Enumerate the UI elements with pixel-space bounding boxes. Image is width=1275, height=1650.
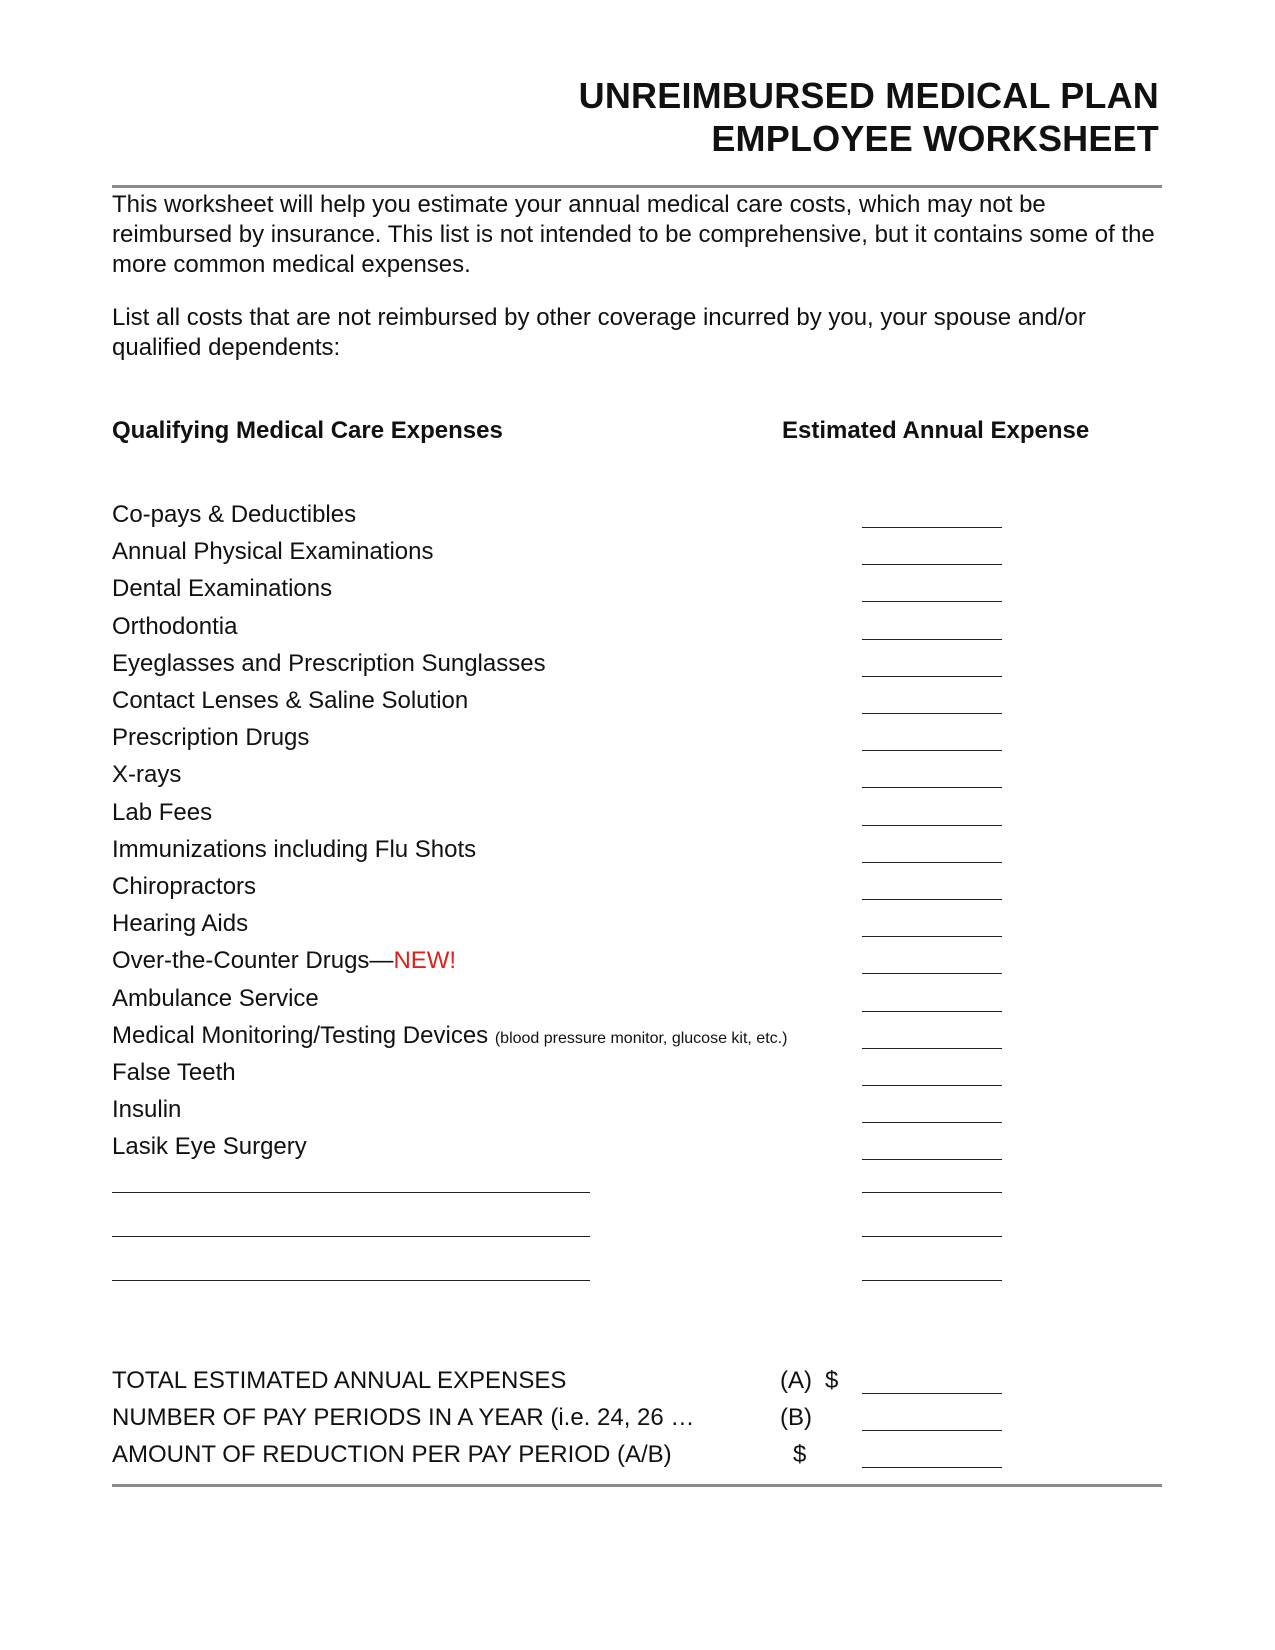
expense-row — [112, 984, 1012, 1021]
write-in-description-line[interactable] — [112, 1192, 590, 1193]
expense-label — [112, 574, 332, 604]
expense-amount-input-line[interactable] — [862, 973, 1002, 974]
pay-periods-input-line[interactable] — [862, 1430, 1002, 1431]
expense-label — [112, 909, 248, 939]
total-currency: $ — [825, 1367, 839, 1394]
expense-row — [112, 1095, 1012, 1132]
expense-label — [112, 1095, 181, 1125]
pay-periods-marker: (B) — [780, 1404, 812, 1431]
expense-name: Medical Monitoring/Testing Devices — [112, 1021, 489, 1049]
expense-row — [112, 686, 1012, 723]
expense-name: Immunizations including Flu Shots — [112, 835, 477, 863]
expense-name: Ambulance Service — [112, 984, 319, 1012]
expense-name: Over-the-Counter Drugs— — [112, 947, 394, 975]
expense-amount-input-line[interactable] — [862, 1011, 1002, 1012]
expense-note: (blood pressure monitor, glucose kit, etc.) — [494, 1029, 788, 1047]
expense-name: Lasik Eye Surgery — [112, 1133, 307, 1161]
intro-paragraph-1 — [112, 190, 1172, 280]
expense-row — [112, 537, 1012, 574]
expense-amount-input-line[interactable] — [862, 1122, 1002, 1123]
total-marker: (A) — [780, 1367, 812, 1394]
expense-amount-input-line[interactable] — [862, 750, 1002, 751]
expense-amount-input-line[interactable] — [862, 527, 1002, 528]
expense-row — [112, 798, 1012, 835]
expense-name: Dental Examinations — [112, 575, 333, 603]
expense-amount-input-line[interactable] — [862, 639, 1002, 640]
pay-periods-label: NUMBER OF PAY PERIODS IN A YEAR (i.e. 24, 26 … — [112, 1404, 695, 1431]
expense-amount-input-line[interactable] — [862, 601, 1002, 602]
expense-label — [112, 500, 356, 530]
expense-label — [112, 946, 456, 976]
expense-row — [112, 1021, 1012, 1058]
expense-row — [112, 723, 1012, 760]
expense-label — [112, 1021, 787, 1054]
title-line-1: UNREIMBURSED MEDICAL PLAN — [578, 75, 1159, 116]
expenses-column-header: Qualifying Medical Care Expenses — [112, 417, 503, 444]
expense-label — [112, 723, 309, 753]
expense-row — [112, 574, 1012, 611]
expense-row — [112, 909, 1012, 946]
expense-row — [112, 946, 1012, 983]
expense-row — [112, 835, 1012, 872]
intro-paragraph-2 — [112, 303, 1092, 363]
expense-label — [112, 872, 256, 902]
expense-label — [112, 1058, 236, 1088]
expense-name: False Teeth — [112, 1059, 236, 1086]
expense-label — [112, 798, 212, 828]
write-in-amount-line[interactable] — [862, 1192, 1002, 1193]
expense-name: Chiropractors — [112, 873, 257, 900]
reduction-label: AMOUNT OF REDUCTION PER PAY PERIOD (A/B) — [112, 1441, 672, 1468]
total-expenses-label: TOTAL ESTIMATED ANNUAL EXPENSES — [112, 1367, 567, 1394]
total-expenses-row — [112, 1366, 1012, 1403]
expense-name: Lab Fees — [112, 798, 213, 826]
expense-name: Contact Lenses & Saline Solution — [112, 687, 469, 714]
write-in-amount-line[interactable] — [862, 1280, 1002, 1281]
expense-label — [112, 984, 319, 1014]
expense-label — [112, 612, 237, 642]
expense-name: Eyeglasses and Prescription Sunglasses — [112, 649, 546, 677]
expense-row — [112, 1132, 1012, 1169]
expense-row — [112, 612, 1012, 649]
reduction-row — [112, 1440, 1012, 1477]
expense-label — [112, 1132, 307, 1162]
expense-amount-input-line[interactable] — [862, 862, 1002, 863]
expense-amount-input-line[interactable] — [862, 676, 1002, 677]
expense-row — [112, 1058, 1012, 1095]
bottom-divider — [112, 1484, 1162, 1487]
write-in-description-line[interactable] — [112, 1236, 590, 1237]
expense-amount-input-line[interactable] — [862, 1048, 1002, 1049]
expense-label — [112, 537, 434, 567]
expense-amount-input-line[interactable] — [862, 1085, 1002, 1086]
expense-label — [112, 649, 546, 679]
expense-amount-input-line[interactable] — [862, 1159, 1002, 1160]
write-in-amount-line[interactable] — [862, 1236, 1002, 1237]
total-expenses-input-line[interactable] — [862, 1393, 1002, 1394]
write-in-description-line[interactable] — [112, 1280, 590, 1281]
expense-label — [112, 835, 476, 865]
expense-name: Hearing Aids — [112, 910, 249, 938]
expense-row — [112, 500, 1012, 537]
expense-label — [112, 760, 181, 790]
expense-row — [112, 872, 1012, 909]
expense-amount-input-line[interactable] — [862, 936, 1002, 937]
pay-periods-row — [112, 1403, 1012, 1440]
intro-text-1: This worksheet will help you estimate your annual medical care costs, which may not be reimbursed by insurance. This list is not intended to be comprehensive, but it contains some of the more common medical expenses. — [112, 191, 1155, 278]
expense-amount-input-line[interactable] — [862, 825, 1002, 826]
expense-name: Prescription Drugs — [112, 724, 310, 752]
title-line-2: EMPLOYEE WORKSHEET — [711, 118, 1159, 159]
reduction-input-line[interactable] — [862, 1467, 1002, 1468]
estimate-column-header: Estimated Annual Expense — [782, 417, 1090, 444]
expense-name: Orthodontia — [112, 612, 238, 640]
expense-name: Insulin — [112, 1096, 182, 1124]
top-divider — [112, 185, 1162, 188]
expense-amount-input-line[interactable] — [862, 564, 1002, 565]
expense-row — [112, 760, 1012, 797]
new-badge: NEW! — [393, 947, 457, 975]
expense-name: X-rays — [112, 761, 182, 789]
expense-amount-input-line[interactable] — [862, 899, 1002, 900]
reduction-currency: $ — [793, 1441, 807, 1468]
expense-label — [112, 686, 468, 716]
expense-amount-input-line[interactable] — [862, 713, 1002, 714]
expense-row — [112, 649, 1012, 686]
expense-name: Co-pays & Deductibles — [112, 501, 357, 528]
expense-amount-input-line[interactable] — [862, 787, 1002, 788]
expense-name: Annual Physical Examinations — [112, 538, 434, 566]
intro-text-2: List all costs that are not reimbursed by other coverage incurred by you, your spouse and/or qualified dependents: — [112, 304, 1086, 361]
